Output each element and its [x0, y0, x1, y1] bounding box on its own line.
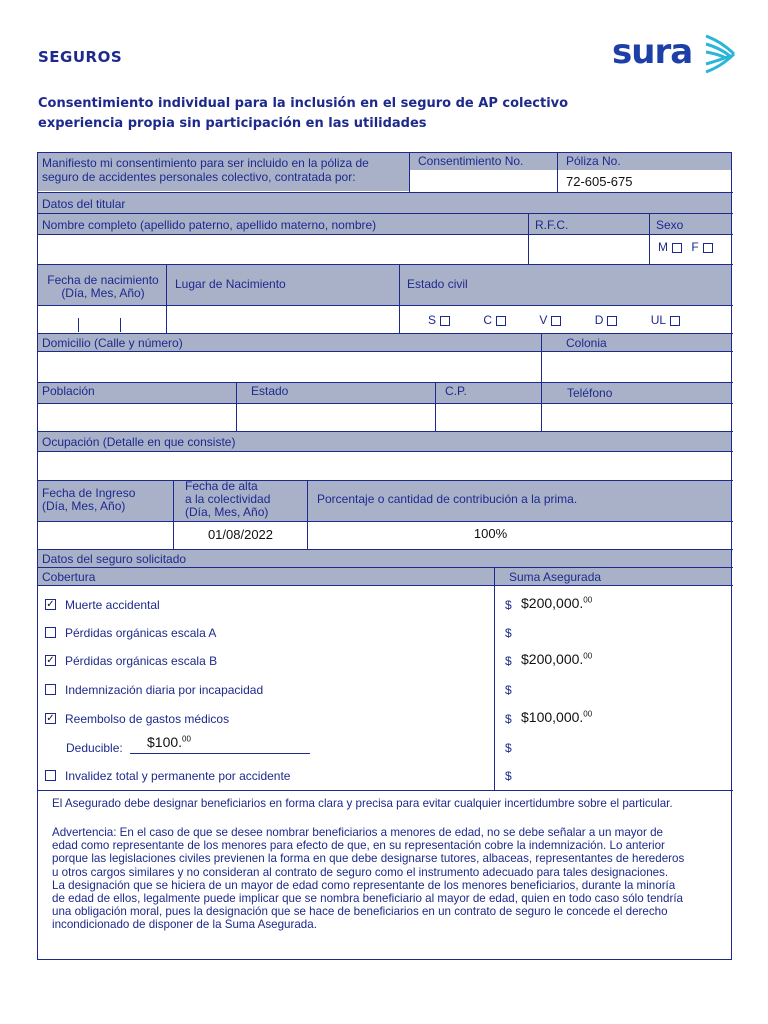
sex-m-checkbox[interactable] [672, 243, 682, 253]
consent-statement-cell [38, 153, 409, 191]
form-title-line2: experiencia propia sin participación en las utilidades [38, 116, 427, 131]
coverage-checkbox[interactable] [45, 770, 56, 781]
consent-no-label: Consentimiento No. [410, 153, 557, 170]
poblacion-field[interactable] [38, 404, 236, 431]
birthdate-field[interactable] [38, 306, 166, 333]
coverage-checkbox[interactable]: ✓ [46, 713, 55, 724]
currency-symbol: $ [505, 741, 512, 755]
warning-line: incondicionado de disponer de la Suma Asegurada. [52, 918, 317, 932]
beneficiary-note: El Asegurado debe designar beneficiarios en forma clara y precisa para evitar cualquier incertidumbre sobre el particular. [52, 797, 673, 810]
contribution-label: Porcentaje o cantidad de contribución a la prima. [317, 492, 578, 506]
civil-s-label: S [428, 313, 437, 327]
coverage-checkbox[interactable] [45, 627, 56, 638]
coverage-amount: $100,000.00 [521, 709, 593, 725]
occupation-label: Ocupación (Detalle en que consiste) [38, 432, 731, 451]
logo-wings-icon [704, 34, 736, 74]
name-field[interactable] [38, 235, 528, 264]
warning-line: La designación que se hiciera de un mayor de edad como representante de los menores beneficiarios, durante la minoría [52, 878, 676, 892]
estado-label: Estado [251, 384, 289, 398]
sura-logo [612, 30, 738, 80]
coverage-label: Cobertura [38, 568, 494, 585]
warning-line: porque las legislaciones civiles previenen la forma en que debe designarse tutores, albaceas, representantes de herederos [52, 852, 685, 866]
sex-f-checkbox[interactable] [703, 243, 713, 253]
civil-ul-label: UL [650, 313, 667, 327]
warning-line: de edad de ellos, legalmente puede implicar que se nombra beneficiario al mayor de edad, quien en todo caso sólo tendría [52, 892, 683, 906]
consent-text-line1: Manifiesto mi consentimiento para ser incluido en la póliza de [42, 156, 369, 170]
ingreso-label: Fecha de Ingreso (Día, Mes, Año) [42, 486, 136, 513]
currency-symbol: $ [505, 712, 512, 726]
cp-field[interactable] [436, 404, 541, 431]
contribution-field[interactable]: 100% [473, 526, 508, 541]
civil-c-label: C [483, 313, 493, 327]
birthplace-field[interactable] [167, 306, 399, 333]
currency-symbol: $ [505, 769, 512, 783]
currency-symbol: $ [505, 683, 512, 697]
address-label: Domicilio (Calle y número) [42, 336, 183, 350]
sex-label: Sexo [650, 214, 731, 234]
coverage-amount: $200,000.00 [521, 651, 593, 667]
warning-line: u otros cargos similares y no consideran al contrato de seguro como el instrumento adecuado para tales designaciones. [52, 865, 669, 879]
deductible-label: Deducible: [66, 741, 123, 755]
colonia-label: Colonia [566, 336, 607, 350]
civil-status-label: Estado civil [407, 277, 468, 291]
sum-insured-label: Suma Asegurada [495, 568, 731, 585]
titular-section-label: Datos del titular [38, 193, 731, 213]
civil-v-checkbox[interactable] [551, 316, 561, 326]
alta-label: Fecha de alta a la colectividad (Día, Mes, Año) [185, 479, 271, 519]
deductible-value[interactable]: $100.00 [147, 734, 191, 750]
currency-symbol: $ [505, 654, 512, 668]
coverage-name: Pérdidas orgánicas escala A [65, 626, 217, 640]
insurance-section-label: Datos del seguro solicitado [38, 550, 731, 567]
consent-no-field[interactable] [410, 171, 557, 191]
civil-d-checkbox[interactable] [607, 316, 617, 326]
sex-f-label: F [691, 240, 699, 254]
sex-options [658, 241, 713, 254]
location-header-row [38, 383, 731, 403]
sex-m-label: M [658, 240, 668, 254]
coverage-name: Muerte accidental [65, 598, 160, 612]
birthdate-label: Fecha de nacimiento (Día, Mes, Año) [47, 273, 159, 300]
phone-label: Teléfono [567, 386, 613, 400]
policy-no-field[interactable]: 72-605-675 [566, 174, 633, 189]
policy-no-label: Póliza No. [558, 153, 731, 170]
coverage-checkbox[interactable]: ✓ [46, 655, 55, 666]
coverage-amount: $200,000.00 [521, 595, 593, 611]
name-label: Nombre completo (apellido paterno, apellido materno, nombre) [38, 214, 528, 234]
colonia-field[interactable] [542, 352, 731, 382]
coverage-checkbox[interactable]: ✓ [46, 599, 55, 610]
coverage-name: Pérdidas orgánicas escala B [65, 654, 218, 668]
consent-text-line2: seguro de accidentes personales colectivo, contratada por: [42, 170, 356, 184]
address-field[interactable] [38, 352, 541, 382]
coverage-name: Indemnización diaria por incapacidad [65, 683, 264, 697]
cp-label: C.P. [445, 384, 467, 398]
currency-symbol: $ [505, 598, 512, 612]
alta-field[interactable]: 01/08/2022 [207, 527, 274, 542]
consent-form [37, 152, 732, 960]
currency-symbol: $ [505, 626, 512, 640]
estado-field[interactable] [237, 404, 435, 431]
civil-status-options [428, 314, 728, 327]
civil-c-checkbox[interactable] [496, 316, 506, 326]
brand-label: SEGUROS [38, 48, 123, 66]
ingreso-field[interactable] [38, 522, 173, 549]
coverage-checkbox[interactable] [45, 684, 56, 695]
warning-line: Advertencia: En el caso de que se desee nombrar beneficiarios a menores de edad, no se debe señalar a un mayor de [52, 826, 663, 839]
occupation-field[interactable] [38, 452, 731, 480]
coverage-name: Reembolso de gastos médicos [65, 712, 230, 726]
civil-ul-checkbox[interactable] [670, 316, 680, 326]
warning-line: una obligación moral, pues la designación que se hace de beneficiarios en un contrato de seguro le concede el derecho [52, 905, 668, 919]
civil-d-label: D [594, 313, 604, 327]
phone-field[interactable] [542, 404, 731, 431]
form-title-line1: Consentimiento individual para la inclusión en el seguro de AP colectivo [38, 96, 569, 111]
poblacion-label: Población [42, 384, 95, 398]
rfc-field[interactable] [529, 235, 649, 264]
warning-paragraph [52, 826, 724, 932]
civil-s-checkbox[interactable] [440, 316, 450, 326]
civil-v-label: V [539, 313, 548, 327]
rfc-label: R.F.C. [529, 214, 649, 234]
logo-wordmark: sura [612, 32, 693, 72]
warning-line: edad como representante de los menores para efecto de que, en su representación cobre la indemnización. Lo anterior [52, 839, 665, 853]
coverage-name: Invalidez total y permanente por accidente [65, 769, 291, 783]
birthplace-label: Lugar de Nacimiento [175, 277, 286, 291]
